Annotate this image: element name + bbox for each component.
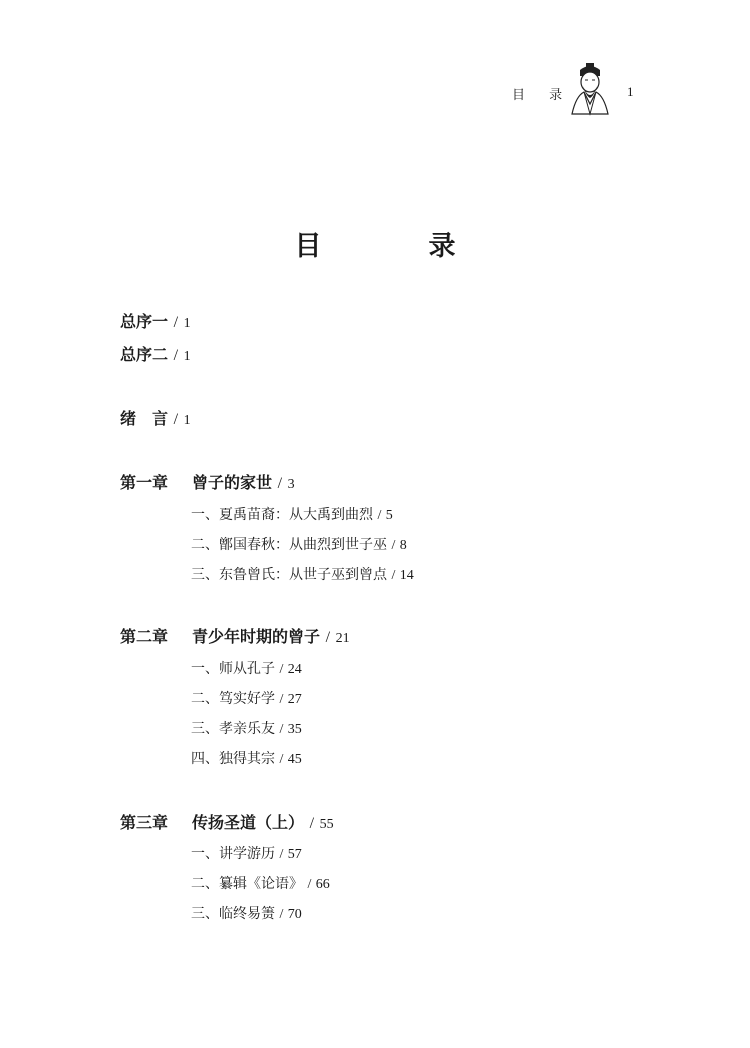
separator: /	[277, 475, 283, 492]
chapter-title: 传扬圣道（上）	[192, 813, 305, 832]
chapter-page: 21	[335, 631, 350, 646]
chapter-number: 第二章	[120, 627, 169, 646]
section-page: 35	[287, 722, 302, 737]
section-label: 三、临终易箦	[191, 906, 275, 922]
section-page: 5	[385, 508, 393, 523]
running-header	[0, 78, 750, 118]
toc-chapter-2[interactable]	[120, 624, 350, 647]
header-page-number: 1	[627, 84, 634, 99]
section-label: 二、纂辑《论语》	[191, 876, 303, 892]
separator: /	[173, 314, 179, 331]
toc-entry-introduction[interactable]	[120, 406, 191, 429]
chapter-title: 曾子的家世	[192, 473, 273, 492]
section-label: 一、夏禹苗裔：从大禹到曲烈	[191, 507, 373, 523]
chapter-number: 第一章	[120, 473, 169, 492]
section-page: 70	[287, 907, 302, 922]
chapter-number: 第三章	[120, 813, 169, 832]
section-page: 27	[287, 692, 302, 707]
page-title: 目 录	[294, 231, 496, 262]
separator: /	[279, 662, 284, 677]
separator: /	[279, 692, 284, 707]
entry-label: 绪 言	[120, 409, 169, 428]
toc-chapter-1[interactable]	[120, 470, 295, 493]
entry-page: 1	[183, 413, 191, 428]
toc-section[interactable]	[191, 873, 330, 893]
portrait-icon	[566, 60, 614, 116]
section-label: 一、师从孔子	[191, 661, 275, 677]
toc-section[interactable]	[191, 564, 414, 584]
chapter-page: 3	[287, 477, 295, 492]
toc-entry-preface-2[interactable]	[120, 342, 191, 365]
separator: /	[391, 538, 396, 553]
toc-section[interactable]	[191, 748, 302, 768]
entry-page: 1	[183, 349, 191, 364]
section-page: 24	[287, 662, 302, 677]
toc-chapter-3[interactable]	[120, 810, 334, 833]
section-label: 四、独得其宗	[191, 751, 275, 767]
section-label: 二、鄫国春秋：从曲烈到世子巫	[191, 537, 387, 553]
toc-section[interactable]	[191, 688, 302, 708]
toc-section[interactable]	[191, 658, 302, 678]
section-label: 三、孝亲乐友	[191, 721, 275, 737]
toc-section[interactable]	[191, 504, 393, 524]
chapter-page: 55	[319, 817, 334, 832]
entry-label: 总序二	[120, 345, 169, 364]
entry-label: 总序一	[120, 312, 169, 331]
toc-section[interactable]	[191, 718, 302, 738]
section-label: 二、笃实好学	[191, 691, 275, 707]
section-page: 45	[287, 752, 302, 767]
separator: /	[279, 847, 284, 862]
separator: /	[309, 815, 315, 832]
separator: /	[377, 508, 382, 523]
separator: /	[173, 411, 179, 428]
separator: /	[279, 907, 284, 922]
section-page: 57	[287, 847, 302, 862]
toc-section[interactable]	[191, 903, 302, 923]
separator: /	[325, 629, 331, 646]
separator: /	[279, 722, 284, 737]
entry-page: 1	[183, 316, 191, 331]
separator: /	[391, 568, 396, 583]
separator: /	[173, 347, 179, 364]
section-page: 66	[315, 877, 330, 892]
section-label: 一、讲学游历	[191, 846, 275, 862]
chapter-title: 青少年时期的曾子	[192, 627, 321, 646]
section-page: 14	[399, 568, 414, 583]
section-page: 8	[399, 538, 407, 553]
toc-section[interactable]	[191, 843, 302, 863]
section-label: 三、东鲁曾氏：从世子巫到曾点	[191, 567, 387, 583]
toc-entry-preface-1[interactable]	[120, 309, 191, 332]
header-label: 目 录	[512, 88, 573, 103]
separator: /	[307, 877, 312, 892]
separator: /	[279, 752, 284, 767]
toc-section[interactable]	[191, 534, 407, 554]
